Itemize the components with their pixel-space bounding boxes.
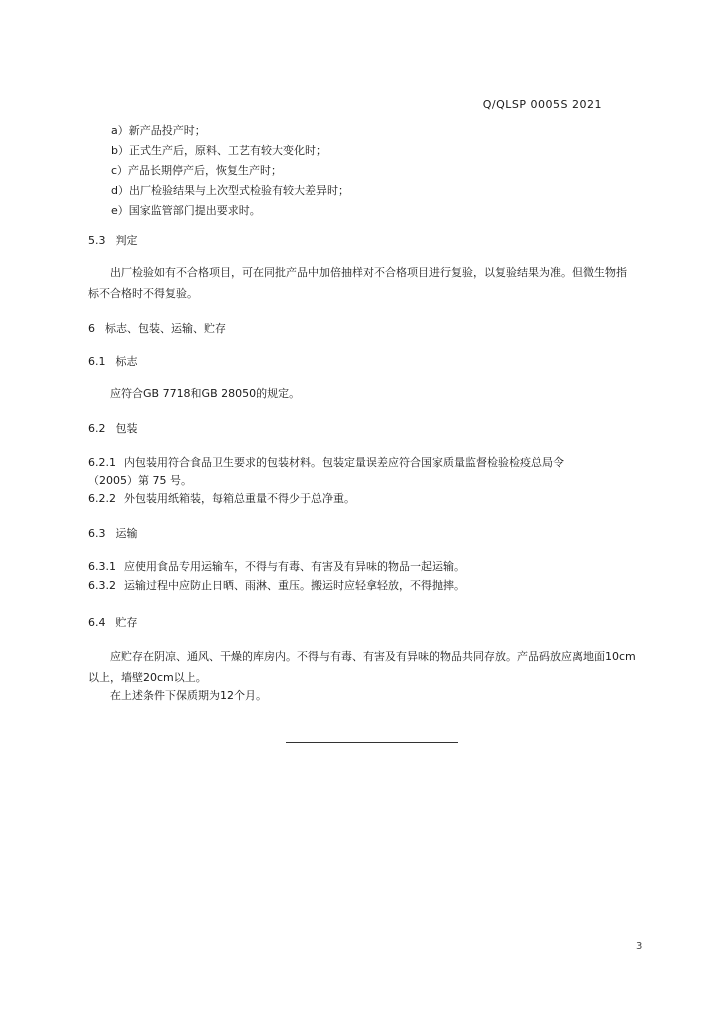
section-heading-6-4 <box>88 614 138 630</box>
section-title: 包装 <box>115 422 138 435</box>
section-number: 5.3 <box>88 234 106 247</box>
section-heading-5-3 <box>88 232 138 248</box>
list-item-a: a）新产品投产时； <box>111 124 206 137</box>
clause-text: 内包装用符合食品卫生要求的包装材料。包装定量误差应符合国家质量监督检验检疫总局令 <box>124 456 564 469</box>
list-item-e: e）国家监管部门提出要求时。 <box>111 204 261 217</box>
section-title: 贮存 <box>115 616 138 629</box>
clause-text: 应使用食品专用运输车，不得与有毒、有害及有异味的物品一起运输。 <box>124 560 465 573</box>
list-item-d: d）出厂检验结果与上次型式检验有较大差异时； <box>111 184 349 197</box>
paragraph-6-4-shelf-life: 在上述条件下保质期为12个月。 <box>110 689 267 702</box>
paragraph-5-3: 出厂检验如有不合格项目，可在同批产品中加倍抽样对不合格项目进行复验，以复验结果为准。但微生物指标不合格时不得复验。 <box>88 266 627 300</box>
clause-6-3-2 <box>88 578 465 594</box>
clause-6-2-1-continuation: （2005）第 75 号。 <box>88 474 192 487</box>
section-number: 6.2 <box>88 422 106 435</box>
clause-6-3-1 <box>88 559 465 575</box>
paragraph-6-1: 应符合GB 7718和GB 28050的规定。 <box>110 387 301 400</box>
clause-text: 外包装用纸箱装，每箱总重量不得少于总净重。 <box>124 492 355 505</box>
list-item-c: c）产品长期停产后，恢复生产时； <box>111 164 283 177</box>
section-heading-6-3 <box>88 525 138 541</box>
section-title: 运输 <box>115 527 138 540</box>
section-number: 6 <box>88 322 95 335</box>
paragraph-6-4: 应贮存在阴凉、通风、干燥的库房内。不得与有毒、有害及有异味的物品共同存放。产品码放应离地面10cm以上，墙壁20cm以上。 <box>88 650 636 684</box>
section-number: 6.4 <box>88 616 106 629</box>
section-title: 标志、包装、运输、贮存 <box>105 322 226 335</box>
clause-6-2-2 <box>88 491 355 507</box>
section-title: 标志 <box>115 355 138 368</box>
clause-number: 6.3.2 <box>88 579 116 592</box>
section-number: 6.3 <box>88 527 106 540</box>
document-code-header: Q/QLSP 0005S 2021 <box>482 98 602 111</box>
section-heading-6-2 <box>88 420 138 436</box>
clause-number: 6.2.1 <box>88 456 116 469</box>
page-number: 3 <box>636 941 643 952</box>
clause-number: 6.3.1 <box>88 560 116 573</box>
section-title: 判定 <box>115 234 138 247</box>
section-heading-6-1 <box>88 353 138 369</box>
clause-number: 6.2.2 <box>88 492 116 505</box>
section-heading-6 <box>88 320 226 336</box>
end-divider <box>286 742 458 743</box>
clause-6-2-1 <box>88 455 564 471</box>
section-number: 6.1 <box>88 355 106 368</box>
clause-text: 运输过程中应防止日晒、雨淋、重压。搬运时应轻拿轻放，不得抛摔。 <box>124 579 465 592</box>
list-item-b: b）正式生产后，原料、工艺有较大变化时； <box>111 144 327 157</box>
